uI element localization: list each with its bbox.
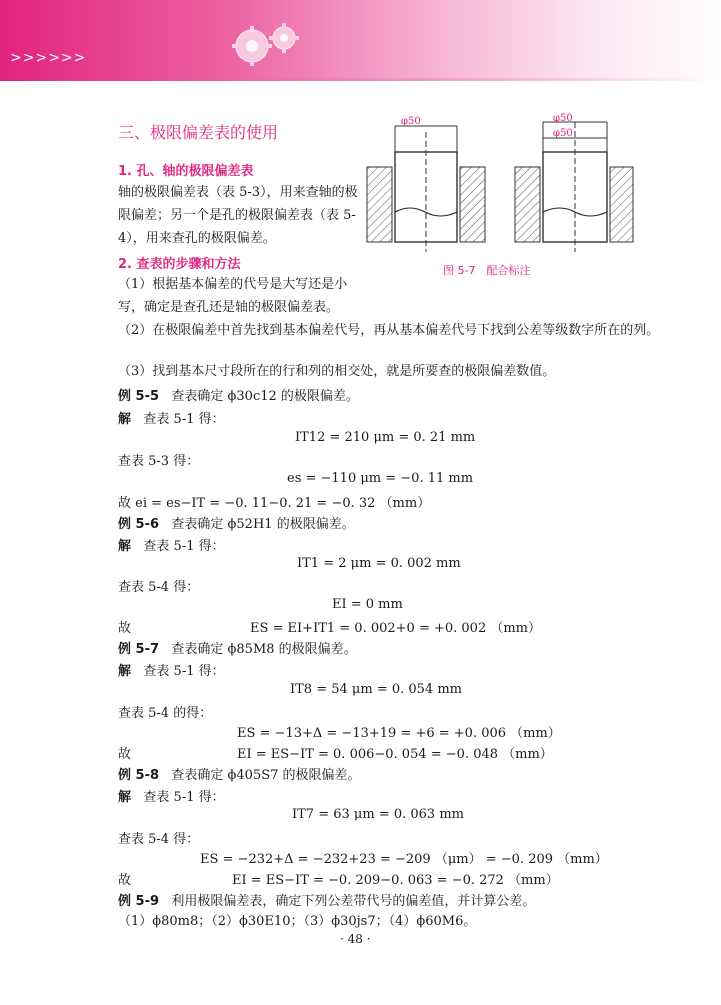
section-title: 三、极限偏差表的使用 [118,123,279,142]
solution-line [118,408,225,427]
subsection-title-2: 2. 查表的步骤和方法 [118,257,241,272]
lookup-step: 查表 5-3 得： [118,454,200,469]
example-5-7 [118,638,357,657]
header-rule [0,78,721,81]
example-5-6 [118,513,355,532]
lookup-step: 查表 5-4 得： [118,580,200,595]
lookup-step: 查表 5-4 得： [118,832,200,847]
example-text: 查表确定 ϕ30c12 的极限偏差。 [171,389,359,404]
header-banner [0,0,721,78]
equation: es = −110 μm = −0. 11 mm [287,471,474,486]
fit-annotation-figure [365,112,635,272]
solution-step: 查表 5-1 得： [143,790,225,805]
gears-icon [222,14,312,78]
equation: EI = ES−IT = −0. 209−0. 063 = −0. 272 （mm） [232,873,559,888]
gu-label: 故 [118,747,132,762]
example-text: 查表确定 ϕ85M8 的极限偏差。 [171,642,357,657]
page-number: · 48 · [340,932,371,946]
subsection-title-1: 1. 孔、轴的极限偏差表 [118,164,254,179]
equation: 故 ei = es−IT = −0. 11−0. 21 = −0. 32 （mm） [118,496,431,511]
right-dimension-bottom: φ50 [553,128,573,139]
equation: IT12 = 210 μm = 0. 21 mm [295,430,476,445]
exercise-items: （1）ϕ80m8；（2）ϕ30E10；（3）ϕ30js7；（4）ϕ60M6。 [118,914,477,929]
equation: IT7 = 63 μm = 0. 063 mm [292,807,464,822]
solution-step: 查表 5-1 得： [143,412,225,427]
example-text: 查表确定 ϕ405S7 的极限偏差。 [171,768,361,783]
equation: ES = −13+Δ = −13+19 = +6 = +0. 006 （mm） [237,726,561,741]
header-chevrons: >>>>>> [10,50,87,66]
equation: IT1 = 2 μm = 0. 002 mm [297,556,461,571]
solution-step: 查表 5-1 得： [143,539,225,554]
paragraph-step-2: （2）在极限偏差中首先找到基本偏差代号，再从基本偏差代号下找到公差等级数字所在的列。 [118,323,660,338]
solution-label: 解 [118,412,132,427]
solution-label: 解 [118,790,132,805]
paragraph-step-3: （3）找到基本尺寸段所在的行和列的相交处，就是所要查的极限偏差数值。 [118,364,556,379]
solution-step: 查表 5-1 得： [143,664,225,679]
right-dimension-top: φ50 [553,113,573,124]
example-5-5 [118,385,359,404]
example-label: 例 5-8 [118,768,160,783]
equation: EI = ES−IT = 0. 006−0. 054 = −0. 048 （mm） [237,747,553,762]
equation: ES = EI+IT1 = 0. 002+0 = +0. 002 （mm） [250,621,542,636]
figure-caption: 图 5-7 配合标注 [443,264,531,277]
paragraph-tables: 轴的极限偏差表（表 5-3），用来查轴的极限偏差；另一个是孔的极限偏差表（表 5-4），用来查孔的极限偏差。 [118,185,358,246]
example-label: 例 5-6 [118,517,160,532]
gu-label: 故 [118,621,132,636]
example-text: 利用极限偏差表，确定下列公差带代号的偏差值，并计算公差。 [171,894,536,909]
example-label: 例 5-9 [118,894,160,909]
paragraph-step-1: （1）根据基本偏差的代号是大写还是小写，确定是查孔还是轴的极限偏差表。 [118,277,348,315]
equation: EI = 0 mm [332,597,403,612]
example-5-8 [118,764,361,783]
example-label: 例 5-7 [118,642,160,657]
example-label: 例 5-5 [118,389,160,404]
solution-line [118,535,225,554]
solution-label: 解 [118,539,132,554]
equation: ES = −232+Δ = −232+23 = −209 （μm） = −0. 209 （mm） [200,852,608,867]
example-text: 查表确定 ϕ52H1 的极限偏差。 [171,517,355,532]
gu-label: 故 [118,873,132,888]
solution-line [118,660,225,679]
left-dimension: φ50 [401,116,421,127]
example-5-9 [118,890,535,909]
solution-line [118,786,225,805]
lookup-step: 查表 5-4 的得： [118,706,213,721]
equation: IT8 = 54 μm = 0. 054 mm [290,682,462,697]
solution-label: 解 [118,664,132,679]
